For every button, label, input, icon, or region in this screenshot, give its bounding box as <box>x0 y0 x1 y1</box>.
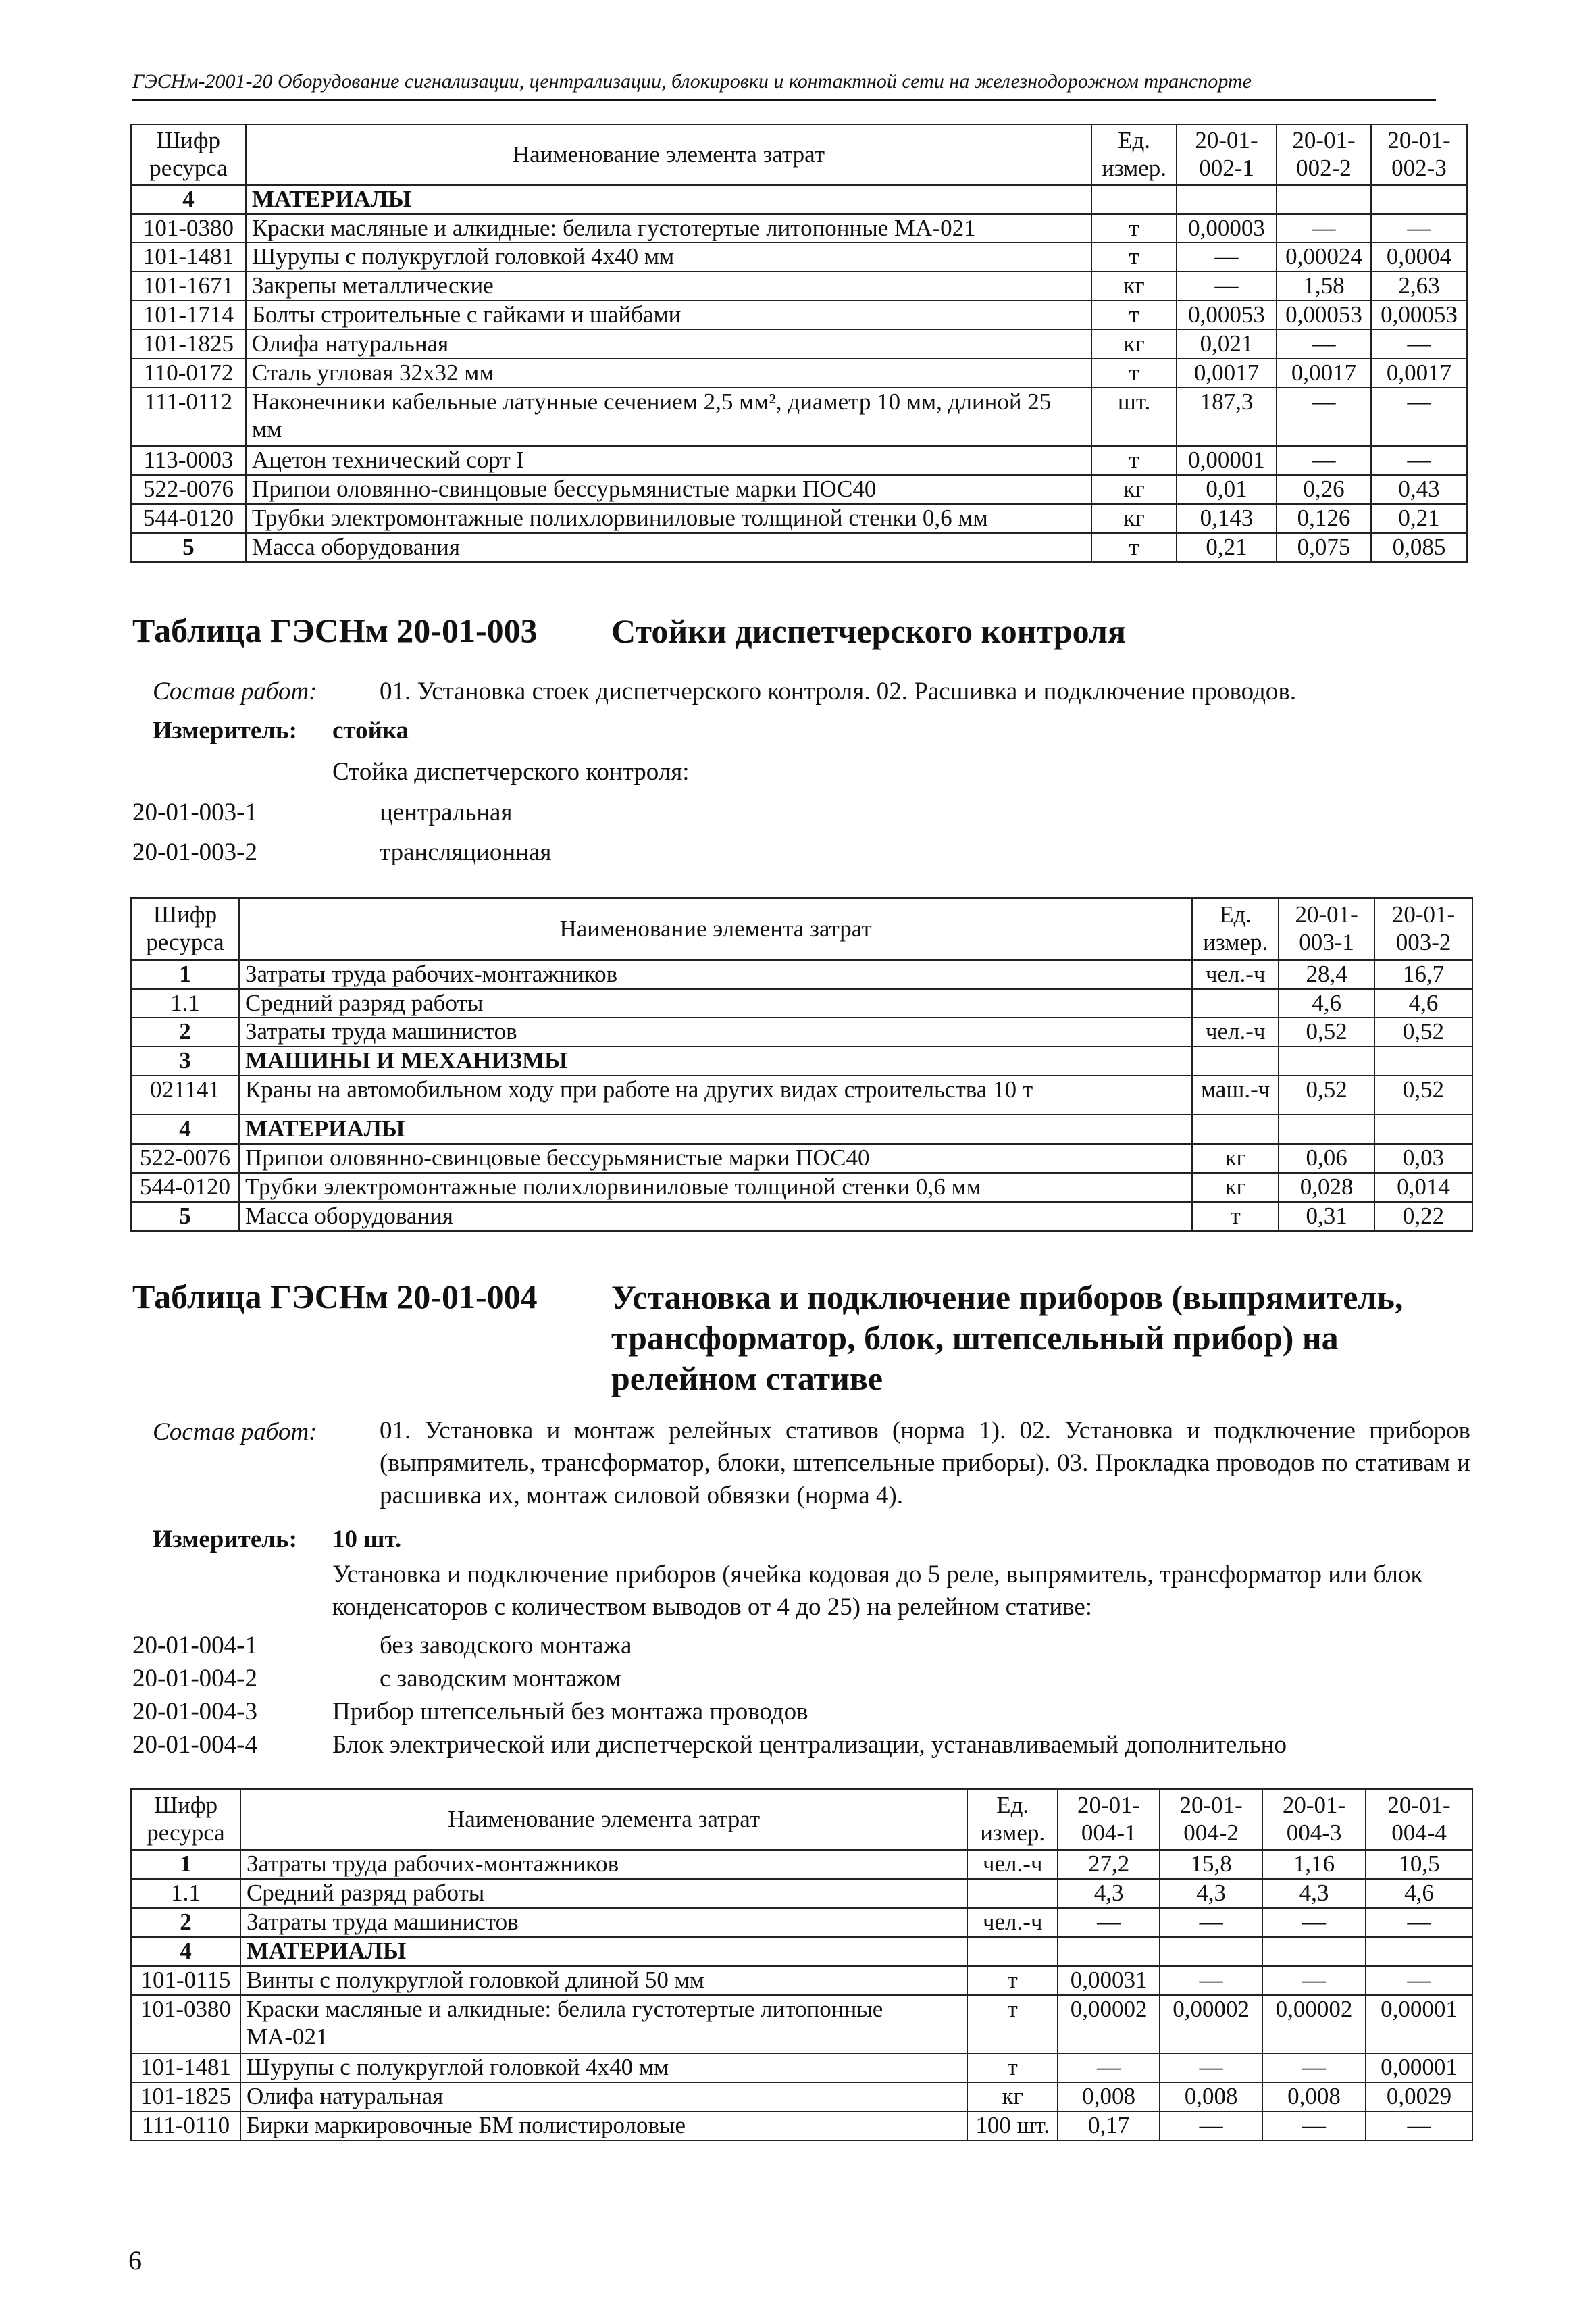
cell-name: Краски масляные и алкидные: белила густотертые литопонные МА-021 <box>246 214 1091 243</box>
table-row <box>131 388 1467 446</box>
cell-value: 0,00001 <box>1366 1995 1472 2053</box>
cell-unit: т <box>1091 243 1177 272</box>
cell-code: 101-0380 <box>131 214 246 243</box>
cell-name: Средний разряд работы <box>240 1879 967 1908</box>
cell-value <box>1279 1047 1374 1076</box>
cell-value: 0,126 <box>1277 504 1371 533</box>
cell-name: Затраты труда рабочих-монтажников <box>239 960 1192 989</box>
table-title-20-01-003: Таблица ГЭСНм 20-01-003 <box>132 611 538 649</box>
table-row <box>131 1879 1472 1908</box>
cell-value: 0,43 <box>1371 475 1467 504</box>
cell-code: 522-0076 <box>131 475 246 504</box>
header-unit: Ед. измер. <box>1192 898 1279 960</box>
cell-name: МАШИНЫ И МЕХАНИЗМЫ <box>239 1047 1192 1076</box>
table-row <box>131 475 1467 504</box>
cell-value: 0,00002 <box>1058 1995 1160 2053</box>
cell-unit: чел.-ч <box>967 1850 1058 1879</box>
cell-value: — <box>1177 272 1277 301</box>
norm-subtitle: Стойка диспетчерского контроля: <box>332 758 690 786</box>
norm-text: трансляционная <box>380 838 552 866</box>
cell-value: 4,6 <box>1279 989 1374 1018</box>
cell-code: 3 <box>131 1047 239 1076</box>
cell-unit: т <box>1091 214 1177 243</box>
norm-code: 20-01-004-2 <box>132 1665 257 1692</box>
table-row <box>131 1202 1472 1231</box>
cell-unit <box>1192 1047 1279 1076</box>
cell-value: 28,4 <box>1279 960 1374 989</box>
table-title-20-01-004: Таблица ГЭСНм 20-01-004 <box>132 1278 538 1315</box>
cell-value: 0,00024 <box>1277 243 1371 272</box>
table-row <box>131 2111 1472 2140</box>
cell-unit: кг <box>967 2082 1058 2111</box>
cell-name: Масса оборудования <box>246 533 1091 562</box>
meter-label: Измеритель: <box>153 1526 297 1553</box>
cell-name: Винты с полукруглой головкой длиной 50 мм <box>240 1966 967 1995</box>
norm-text: с заводским монтажом <box>380 1665 621 1692</box>
cell-value: 0,21 <box>1371 504 1467 533</box>
cell-name: Припои оловянно-свинцовые бессурьмянистые марки ПОС40 <box>246 475 1091 504</box>
resource-table-20-01-004 <box>130 1788 1473 2141</box>
cell-value: 27,2 <box>1058 1850 1160 1879</box>
cell-unit <box>967 1879 1058 1908</box>
cell-name: Припои оловянно-свинцовые бессурьмянистые марки ПОС40 <box>239 1144 1192 1173</box>
header-code: Шифр ресурса <box>131 898 239 960</box>
cell-unit: т <box>967 1966 1058 1995</box>
cell-code: 101-1825 <box>131 330 246 359</box>
cell-value: 0,0004 <box>1371 243 1467 272</box>
header-code: Шифр ресурса <box>131 1789 240 1850</box>
cell-value: 0,00053 <box>1277 301 1371 330</box>
cell-value: — <box>1366 1908 1472 1937</box>
cell-unit <box>1192 1115 1279 1144</box>
cell-name: Ацетон технический сорт I <box>246 446 1091 475</box>
page-number: 6 <box>128 2245 142 2275</box>
cell-unit: маш.-ч <box>1192 1076 1279 1115</box>
cell-value: 4,6 <box>1374 989 1472 1018</box>
cell-code: 522-0076 <box>131 1144 239 1173</box>
cell-value: 0,0017 <box>1277 359 1371 388</box>
cell-name: Трубки электромонтажные полихлорвиниловые толщиной стенки 0,6 мм <box>239 1173 1192 1202</box>
cell-name: Олифа натуральная <box>246 330 1091 359</box>
cell-code: 1.1 <box>131 1879 240 1908</box>
cell-value <box>1058 1937 1160 1966</box>
cell-value: — <box>1058 1908 1160 1937</box>
cell-value: — <box>1277 446 1371 475</box>
cell-value: 0,008 <box>1160 2082 1262 2111</box>
cell-code: 101-1481 <box>131 2053 240 2082</box>
cell-unit <box>1192 989 1279 1018</box>
cell-name: Трубки электромонтажные полихлорвиниловые толщиной стенки 0,6 мм <box>246 504 1091 533</box>
cell-code: 2 <box>131 1017 239 1047</box>
cell-name: МАТЕРИАЛЫ <box>240 1937 967 1966</box>
work-label: Состав работ: <box>153 678 317 705</box>
cell-value <box>1277 185 1371 214</box>
cell-code: 544-0120 <box>131 504 246 533</box>
cell-unit: т <box>967 2053 1058 2082</box>
cell-value <box>1279 1115 1374 1144</box>
header-name: Наименование элемента затрат <box>240 1789 967 1850</box>
cell-name: Наконечники кабельные латунные сечением 2,5 мм², диаметр 10 мм, длиной 25 мм <box>246 388 1091 446</box>
cell-code: 101-0380 <box>131 1995 240 2053</box>
cell-value: 1,58 <box>1277 272 1371 301</box>
cell-value: 2,63 <box>1371 272 1467 301</box>
header-col: 20-01-002-2 <box>1277 124 1371 185</box>
table-row <box>131 1966 1472 1995</box>
cell-unit: т <box>1091 359 1177 388</box>
cell-value: 0,03 <box>1374 1144 1472 1173</box>
cell-name: Болты строительные с гайками и шайбами <box>246 301 1091 330</box>
cell-unit: кг <box>1091 475 1177 504</box>
cell-value: 187,3 <box>1177 388 1277 446</box>
table-row <box>131 185 1467 214</box>
cell-code: 101-0115 <box>131 1966 240 1995</box>
cell-name: Олифа натуральная <box>240 2082 967 2111</box>
cell-value: — <box>1262 2053 1366 2082</box>
norm-code: 20-01-004-4 <box>132 1731 257 1759</box>
header-col: 20-01-003-2 <box>1374 898 1472 960</box>
cell-name: Краски масляные и алкидные: белила густотертые литопонные МА-021 <box>240 1995 967 2053</box>
cell-value: 0,00031 <box>1058 1966 1160 1995</box>
cell-unit: т <box>1192 1202 1279 1231</box>
header-col: 20-01-004-1 <box>1058 1789 1160 1850</box>
norm-code: 20-01-004-1 <box>132 1632 257 1659</box>
cell-value: — <box>1262 2111 1366 2140</box>
header-col: 20-01-004-4 <box>1366 1789 1472 1850</box>
cell-unit: т <box>1091 533 1177 562</box>
header-name: Наименование элемента затрат <box>239 898 1192 960</box>
table-row <box>131 1908 1472 1937</box>
cell-value: 0,0017 <box>1371 359 1467 388</box>
work-text: 01. Установка стоек диспетчерского контроля. 02. Расшивка и подключение проводов. <box>380 678 1297 705</box>
cell-value: — <box>1177 243 1277 272</box>
cell-name: Закрепы металлические <box>246 272 1091 301</box>
cell-unit: т <box>1091 301 1177 330</box>
table-row <box>131 1850 1472 1879</box>
cell-value: 0,028 <box>1279 1173 1374 1202</box>
cell-code: 4 <box>131 1937 240 1966</box>
cell-value <box>1262 1937 1366 1966</box>
cell-value: 4,3 <box>1160 1879 1262 1908</box>
cell-value <box>1366 1937 1472 1966</box>
meter-value: стойка <box>332 717 409 745</box>
cell-unit: кг <box>1192 1173 1279 1202</box>
cell-value <box>1160 1937 1262 1966</box>
cell-code: 5 <box>131 533 246 562</box>
cell-value: 0,26 <box>1277 475 1371 504</box>
norm-text: Прибор штепсельный без монтажа проводов <box>332 1698 808 1726</box>
cell-value: — <box>1160 1908 1262 1937</box>
cell-code: 101-1671 <box>131 272 246 301</box>
cell-value: 4,6 <box>1366 1879 1472 1908</box>
table-name-20-01-003: Стойки диспетчерского контроля <box>611 612 1127 650</box>
header-name: Наименование элемента затрат <box>246 124 1091 185</box>
norm-subtitle: Установка и подключение приборов (ячейка кодовая до 5 реле, выпрямитель, трансформатор или блок конденсаторов с количеством выводов от 4 до 25) на релейном стативе: <box>332 1561 1423 1621</box>
table-name-20-01-004: Установка и подключение приборов (выпрямитель, трансформатор, блок, штепсельный прибор) на релейном стативе <box>611 1278 1404 1397</box>
table-row <box>131 1115 1472 1144</box>
cell-value: 0,31 <box>1279 1202 1374 1231</box>
cell-value: 0,00003 <box>1177 214 1277 243</box>
cell-value: 0,21 <box>1177 533 1277 562</box>
header-unit: Ед. измер. <box>967 1789 1058 1850</box>
cell-value: 0,014 <box>1374 1173 1472 1202</box>
norm-text: Блок электрической или диспетчерской централизации, устанавливаемый дополнительно <box>332 1731 1287 1759</box>
cell-value: — <box>1160 1966 1262 1995</box>
cell-value <box>1374 1115 1472 1144</box>
cell-code: 4 <box>131 185 246 214</box>
cell-unit: кг <box>1192 1144 1279 1173</box>
cell-code: 101-1825 <box>131 2082 240 2111</box>
cell-value: 4,3 <box>1262 1879 1366 1908</box>
table-row <box>131 504 1467 533</box>
norm-code: 20-01-003-2 <box>132 838 257 866</box>
cell-value: — <box>1277 388 1371 446</box>
cell-code: 111-0110 <box>131 2111 240 2140</box>
table-row <box>131 1173 1472 1202</box>
cell-value: 0,00001 <box>1177 446 1277 475</box>
cell-value: 0,085 <box>1371 533 1467 562</box>
resource-table-20-01-003 <box>130 897 1473 1232</box>
table-row <box>131 1937 1472 1966</box>
header-col: 20-01-004-2 <box>1160 1789 1262 1850</box>
cell-value: 0,17 <box>1058 2111 1160 2140</box>
cell-name: Шурупы с полукруглой головкой 4x40 мм <box>240 2053 967 2082</box>
cell-name: МАТЕРИАЛЫ <box>239 1115 1192 1144</box>
norm-code: 20-01-004-3 <box>132 1698 257 1726</box>
cell-value: 0,00002 <box>1262 1995 1366 2053</box>
cell-value: 0,021 <box>1177 330 1277 359</box>
cell-value <box>1177 185 1277 214</box>
cell-value: 0,008 <box>1058 2082 1160 2111</box>
cell-value: 0,00001 <box>1366 2053 1472 2082</box>
cell-name: МАТЕРИАЛЫ <box>246 185 1091 214</box>
table-row <box>131 243 1467 272</box>
cell-value: 0,52 <box>1374 1017 1472 1047</box>
cell-name: Затраты труда рабочих-монтажников <box>240 1850 967 1879</box>
cell-value: 0,06 <box>1279 1144 1374 1173</box>
cell-value: — <box>1277 214 1371 243</box>
header-code: Шифр ресурса <box>131 124 246 185</box>
norm-code: 20-01-003-1 <box>132 799 257 826</box>
cell-name: Средний разряд работы <box>239 989 1192 1018</box>
cell-code: 5 <box>131 1202 239 1231</box>
cell-value: 0,00002 <box>1160 1995 1262 2053</box>
cell-code: 113-0003 <box>131 446 246 475</box>
cell-value: 16,7 <box>1374 960 1472 989</box>
table-row <box>131 1995 1472 2053</box>
cell-value: — <box>1371 446 1467 475</box>
table-row <box>131 214 1467 243</box>
cell-value: 0,52 <box>1279 1076 1374 1115</box>
resource-table-20-01-002 <box>130 124 1468 563</box>
cell-value: — <box>1058 2053 1160 2082</box>
table-row <box>131 1144 1472 1173</box>
norm-text: центральная <box>380 799 513 826</box>
cell-name: Затраты труда машинистов <box>240 1908 967 1937</box>
cell-name: Затраты труда машинистов <box>239 1017 1192 1047</box>
cell-value: — <box>1371 388 1467 446</box>
cell-unit: чел.-ч <box>1192 960 1279 989</box>
cell-code: 2 <box>131 1908 240 1937</box>
cell-value: 15,8 <box>1160 1850 1262 1879</box>
cell-value <box>1371 185 1467 214</box>
cell-name: Шурупы с полукруглой головкой 4x40 мм <box>246 243 1091 272</box>
cell-unit: кг <box>1091 504 1177 533</box>
cell-value: 0,52 <box>1374 1076 1472 1115</box>
cell-code: 110-0172 <box>131 359 246 388</box>
cell-unit: кг <box>1091 272 1177 301</box>
header-col: 20-01-004-3 <box>1262 1789 1366 1850</box>
table-row <box>131 2082 1472 2111</box>
cell-code: 021141 <box>131 1076 239 1115</box>
table-row <box>131 989 1472 1018</box>
cell-value: — <box>1277 330 1371 359</box>
cell-value: — <box>1160 2111 1262 2140</box>
cell-value: 0,0029 <box>1366 2082 1472 2111</box>
cell-value: — <box>1371 330 1467 359</box>
cell-value: 0,143 <box>1177 504 1277 533</box>
cell-value <box>1374 1047 1472 1076</box>
cell-code: 4 <box>131 1115 239 1144</box>
table-row <box>131 1017 1472 1047</box>
meter-label: Измеритель: <box>153 717 297 745</box>
cell-value: — <box>1371 214 1467 243</box>
header-col: 20-01-002-3 <box>1371 124 1467 185</box>
header-unit: Ед. измер. <box>1091 124 1177 185</box>
cell-code: 1 <box>131 960 239 989</box>
cell-value: 4,3 <box>1058 1879 1160 1908</box>
cell-value: — <box>1160 2053 1262 2082</box>
cell-value: — <box>1366 2111 1472 2140</box>
cell-unit <box>967 1937 1058 1966</box>
table-row <box>131 2053 1472 2082</box>
cell-name: Сталь угловая 32x32 мм <box>246 359 1091 388</box>
cell-value: 0,22 <box>1374 1202 1472 1231</box>
running-header: ГЭСНм-2001-20 Оборудование сигнализации, централизации, блокировки и контактной сети на железнодорожном транспорте <box>132 70 1436 101</box>
meter-value: 10 шт. <box>332 1526 402 1553</box>
cell-name: Краны на автомобильном ходу при работе на других видах строительства 10 т <box>239 1076 1192 1115</box>
cell-unit: чел.-ч <box>1192 1017 1279 1047</box>
cell-unit <box>1091 185 1177 214</box>
work-text: 01. Установка и монтаж релейных стативов (норма 1). 02. Установка и подключение приборов (выпрямитель, трансформатор, блоки, штепсельные приборы). 03. Прокладка проводов по стативам и расшивка их, монтаж силовой обвязки (норма 4). <box>380 1417 1470 1510</box>
cell-value: 1,16 <box>1262 1850 1366 1879</box>
cell-code: 101-1481 <box>131 243 246 272</box>
cell-code: 1.1 <box>131 989 239 1018</box>
cell-unit: т <box>1091 446 1177 475</box>
norm-text: без заводского монтажа <box>380 1632 632 1659</box>
cell-name: Бирки маркировочные БМ полистироловые <box>240 2111 967 2140</box>
cell-value: 0,075 <box>1277 533 1371 562</box>
cell-value: — <box>1262 1908 1366 1937</box>
cell-value: 10,5 <box>1366 1850 1472 1879</box>
cell-unit: 100 шт. <box>967 2111 1058 2140</box>
cell-value: 0,01 <box>1177 475 1277 504</box>
table-row <box>131 446 1467 475</box>
cell-value: — <box>1366 1966 1472 1995</box>
cell-code: 544-0120 <box>131 1173 239 1202</box>
cell-value: 0,008 <box>1262 2082 1366 2111</box>
table-row <box>131 960 1472 989</box>
table-row <box>131 359 1467 388</box>
work-label: Состав работ: <box>153 1418 317 1446</box>
cell-unit: т <box>967 1995 1058 2053</box>
cell-value: 0,0017 <box>1177 359 1277 388</box>
table-row <box>131 301 1467 330</box>
cell-unit: шт. <box>1091 388 1177 446</box>
cell-code: 111-0112 <box>131 388 246 446</box>
header-col: 20-01-003-1 <box>1279 898 1374 960</box>
cell-name: Масса оборудования <box>239 1202 1192 1231</box>
cell-code: 101-1714 <box>131 301 246 330</box>
cell-unit: кг <box>1091 330 1177 359</box>
table-row <box>131 330 1467 359</box>
cell-unit: чел.-ч <box>967 1908 1058 1937</box>
header-col: 20-01-002-1 <box>1177 124 1277 185</box>
cell-value: 0,00053 <box>1371 301 1467 330</box>
table-row <box>131 1076 1472 1115</box>
table-row <box>131 533 1467 562</box>
cell-value: 0,00053 <box>1177 301 1277 330</box>
table-row <box>131 1047 1472 1076</box>
cell-value: — <box>1262 1966 1366 1995</box>
table-row <box>131 272 1467 301</box>
cell-code: 1 <box>131 1850 240 1879</box>
cell-value: 0,52 <box>1279 1017 1374 1047</box>
